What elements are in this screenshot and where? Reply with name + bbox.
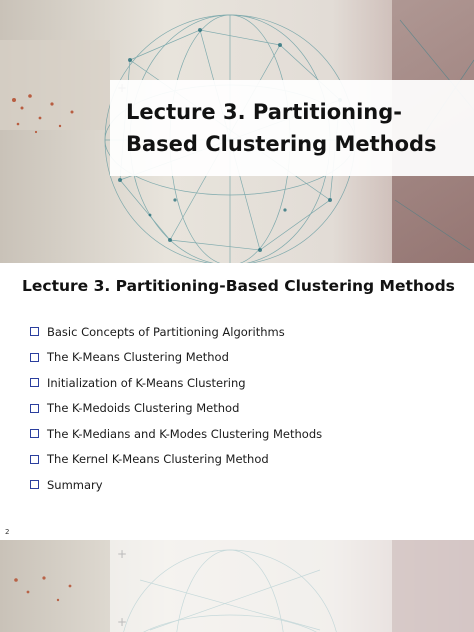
list-item: The Kernel K-Means Clustering Method [30,447,322,473]
title-slide [0,0,474,263]
list-item: The K-Means Clustering Method [30,345,322,371]
title-band [110,540,474,632]
page-number: 2 [5,528,10,536]
square-bullet-icon [30,429,39,438]
slide-heading: Lecture 3. Partitioning-Based Clustering Methods [22,277,455,295]
square-bullet-icon [30,378,39,387]
topic-list [30,319,322,498]
slide-title: Lecture 3. Partitioning-Based Clustering Methods [126,100,437,156]
list-item: Summary [30,472,322,498]
list-item: The K-Medoids Clustering Method [30,396,322,422]
next-slide-preview [0,540,474,632]
square-bullet-icon [30,455,39,464]
square-bullet-icon [30,480,39,489]
contents-slide [0,263,474,540]
square-bullet-icon [30,327,39,336]
square-bullet-icon [30,404,39,413]
list-item: Basic Concepts of Partitioning Algorithms [30,319,322,345]
list-item: Initialization of K-Means Clustering [30,370,322,396]
square-bullet-icon [30,353,39,362]
list-item: The K-Medians and K-Modes Clustering Methods [30,421,322,447]
